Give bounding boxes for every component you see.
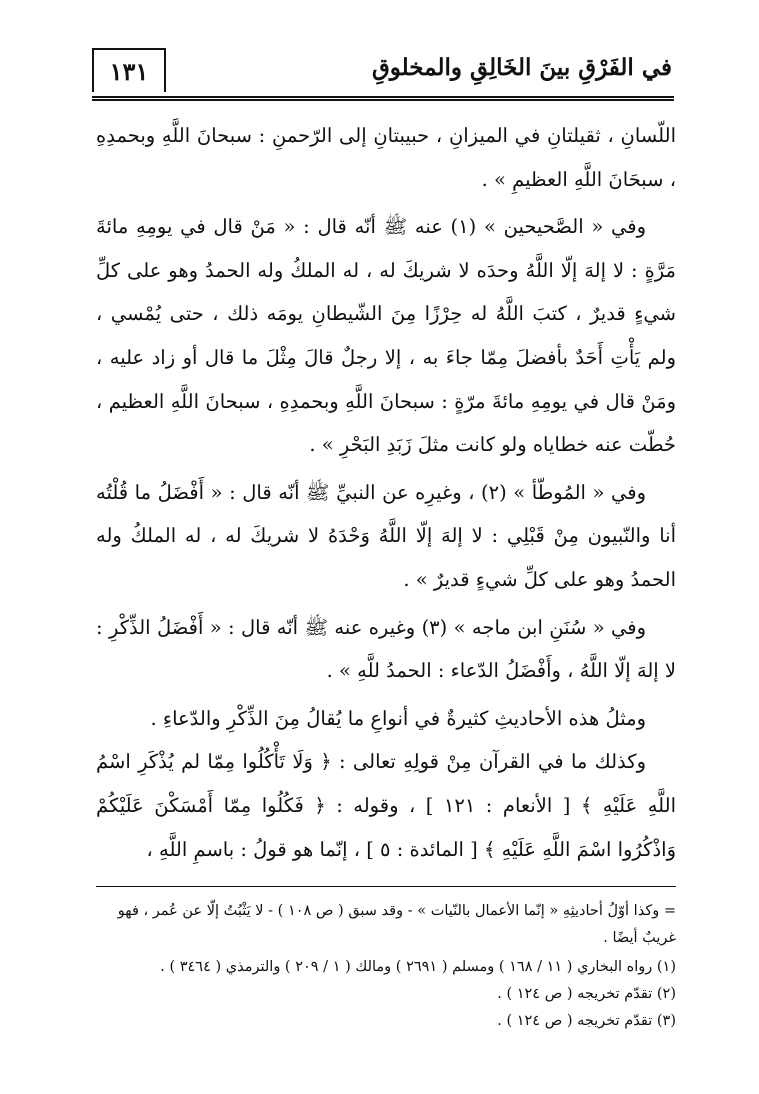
page-number: ١٣١ xyxy=(109,56,149,86)
page-header xyxy=(92,48,674,101)
paragraph: وفي « سُنَنِ ابن ماجه » (٣) وغيره عنه ﷺ أنّه قال : « أَفْضَلُ الذِّكْرِ : لا إلهَ إلّا اللَّهُ ، وأَفْضَلُ الدّعاء : الحمدُ للَّهِ » . xyxy=(96,615,676,683)
paragraph: وفي « المُوطّأ » (٢) ، وغيرِه عن النبيِّ ﷺ أنّه قال : « أَفْضَلُ ما قُلْتُه أنا والنّبيون مِنْ قَبْلِي : لا إلهَ إلّا اللَّهُ وَحْدَهُ لا شريكَ له ، له الملكُ وله الحمدُ وهو على كلِّ شيءٍ قديرٌ » . xyxy=(96,480,676,591)
page-number-box xyxy=(92,48,166,92)
main-text xyxy=(96,114,676,871)
paragraph: ومثلُ هذه الأحاديثِ كثيرةٌ في أنواعِ ما يُقالُ مِنَ الذِّكْرِ والدّعاءِ . xyxy=(150,706,646,730)
running-title: في الفَرْقِ بينَ الخَالِقِ والمخلوقِ xyxy=(371,54,672,81)
paragraph: وكذلك ما في القرآن مِنْ قولِهِ تعالى : ﴿ وَلَا تَأْكُلُوا مِمّا لم يُذْكَرِ اسْمُ اللَّهِ عَلَيْهِ ﴾ [ الأنعام : ١٢١ ] ، وقوله : ﴿ فَكُلُوا مِمّا أَمْسَكْنَ عَلَيْكُمْ وَاذْكُرُوا اسْمَ اللَّهِ عَلَيْهِ ﴾ [ المائدة : ٥ ] ، إنّما هو قولُ : باسمِ اللَّهِ ، xyxy=(96,750,676,861)
footnote-continuation: = وكذا أوّلُ أحاديثِهِ « إنّما الأعمال بالنّيات » - وقد سبق ( ص ١٠٨ ) - لا يَثْبُتُ إلّا عن عُمر ، فهو غريبٌ أيضًا . xyxy=(117,903,676,946)
paragraph: وفي « الصَّحيحين » (١) عنه ﷺ أنّه قال : « مَنْ قال في يومِهِ مائةَ مَرَّةٍ : لا إلهَ إلّا اللَّهُ وحدَه لا شريكَ له ، له الملكُ وله الحمدُ وهو على كلِّ شيءٍ قديرٌ ، كتبَ اللَّهُ له حِرْزًا مِنَ الشّيطانِ يومَه ذلك ، حتى يُمْسي ، ولم يَأْتِ أَحَدٌ بأفضلَ مِمّا جاءَ به ، إلا رجلٌ قالَ مِثْلَ ما قال أو زاد عليه ، ومَنْ قال في يومِهِ مائةَ مرّةٍ : سبحانَ اللَّهِ وبحمدِهِ ، سبحانَ اللَّهِ العظيم ، حُطّت عنه خطاياه ولو كانت مثلَ زَبَدِ البَحْرِ » . xyxy=(96,215,676,457)
footnotes xyxy=(96,898,676,1035)
paragraph: اللّسانِ ، ثقيلتانِ في الميزانِ ، حبيبتانِ إلى الرّحمنِ : سبحانَ اللَّهِ وبحمدِهِ ، سبحَانَ اللَّهِ العظيمِ » . xyxy=(96,124,676,191)
footnote-separator xyxy=(96,886,676,887)
footnote: (٢) تقدّم تخريجه ( ص ١٢٤ ) . xyxy=(497,986,676,1002)
footnote: (٣) تقدّم تخريجه ( ص ١٢٤ ) . xyxy=(497,1013,676,1029)
footnote: (١) رواه البخاري ( ١١ / ١٦٨ ) ومسلم ( ٢٦٩١ ) ومالك ( ١ / ٢٠٩ ) والترمذي ( ٣٤٦٤ ) . xyxy=(160,959,676,975)
